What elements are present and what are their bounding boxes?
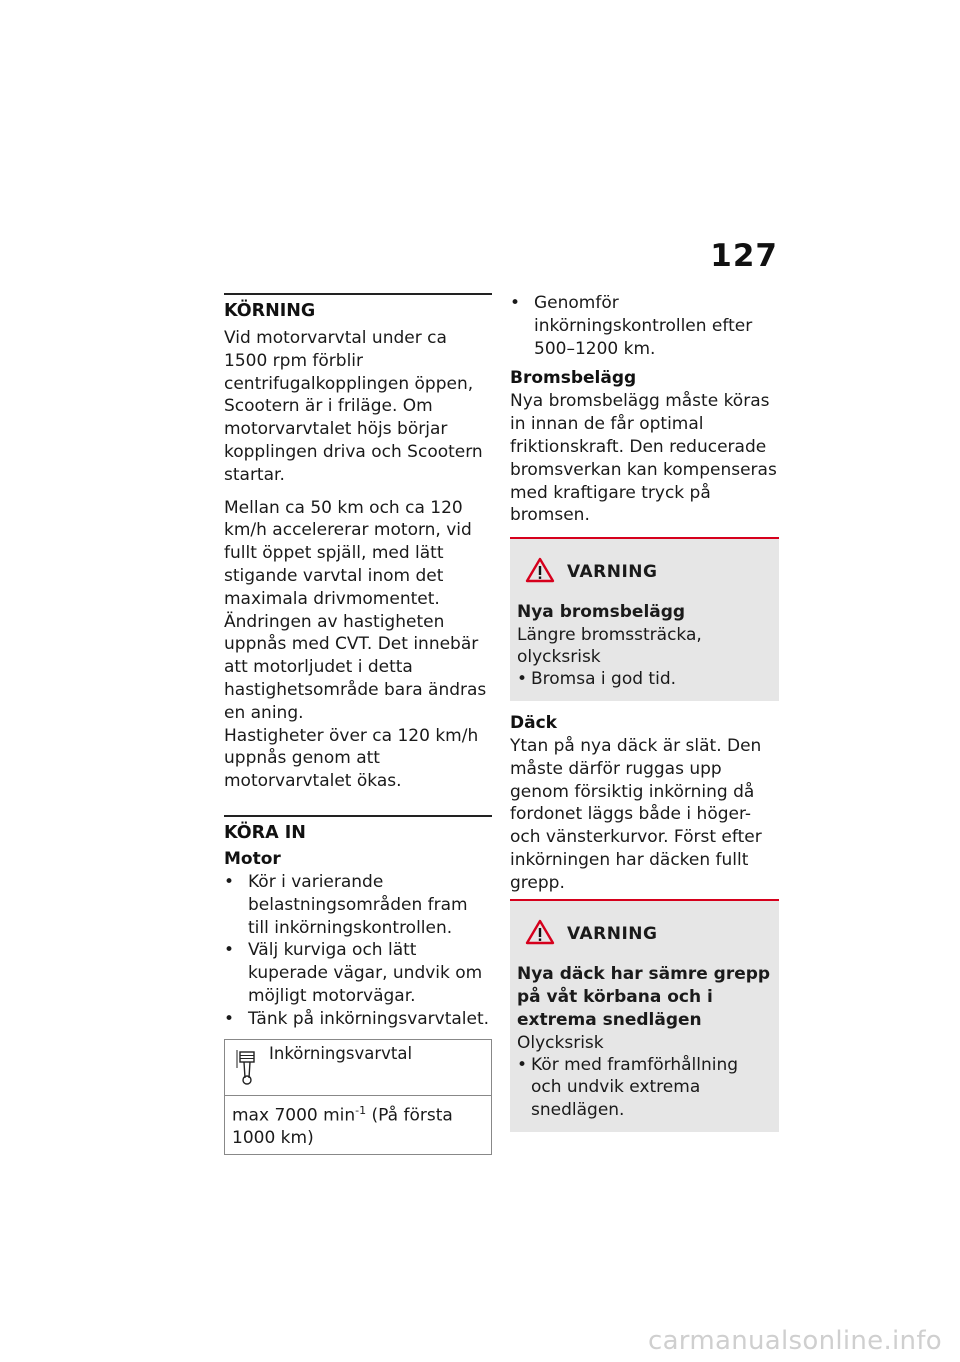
table-header-row bbox=[225, 1040, 491, 1096]
warning-triangle-icon bbox=[525, 919, 555, 949]
list-item: • Bromsa i god tid. bbox=[517, 668, 772, 691]
warning-header bbox=[517, 919, 772, 949]
value-prefix: max 7000 min bbox=[232, 1105, 356, 1126]
table-label: Inkörningsvarvtal bbox=[269, 1043, 413, 1063]
list-item: • Kör i varierande belastningsområden fram till inkörningskontrollen. bbox=[224, 871, 492, 939]
sub-heading-motor: Motor bbox=[224, 848, 281, 869]
run-in-rpm-table bbox=[224, 1039, 492, 1156]
list-item: • Kör med framförhållning och undvik extrema snedlägen. bbox=[517, 1054, 772, 1122]
engine-piston-icon bbox=[225, 1040, 269, 1095]
paragraph: Ytan på nya däck är slät. Den måste därför ruggas upp genom försiktig inkörning då fordonet läggs både i höger- och vänsterkurvor. Först efter inkörningen har däcken fullt grepp. bbox=[510, 735, 762, 893]
section-divider bbox=[224, 293, 492, 295]
section-divider bbox=[224, 815, 492, 817]
section-title-korning: KÖRNING bbox=[224, 301, 316, 321]
bullet-list bbox=[517, 1054, 772, 1122]
list-item: • Genomför inkörningskontrollen efter 500–1200 km. bbox=[510, 292, 779, 360]
warning-triangle-icon bbox=[525, 557, 555, 587]
list-item: • Välj kurviga och lätt kuperade vägar, undvik om möjligt motorvägar. bbox=[224, 939, 492, 1007]
warning-text: Olycksrisk bbox=[517, 1032, 604, 1053]
section-title-kora-in: KÖRA IN bbox=[224, 822, 306, 843]
warning-box bbox=[510, 537, 779, 701]
right-column bbox=[510, 292, 779, 1132]
warning-title: VARNING bbox=[567, 562, 658, 583]
table-value bbox=[225, 1096, 491, 1155]
bullet-list bbox=[224, 871, 492, 1031]
paragraph: Mellan ca 50 km och ca 120 km/h accelererar motorn, vid fullt öppet spjäll, med lätt stigande varvtal inom det maximala drivmomentet. Ändringen av hastigheten uppnås med CVT. Det innebär att motorljudet i detta hastighetsområde bara ändras en aning. bbox=[224, 497, 487, 723]
paragraph: Hastigheter över ca 120 km/h uppnås genom att motorvarvtalet ökas. bbox=[224, 725, 479, 792]
left-column bbox=[224, 293, 492, 1155]
bullet-list bbox=[517, 668, 772, 691]
warning-heading: Nya bromsbelägg bbox=[517, 602, 686, 623]
paragraph: Vid motorvarvtal under ca 1500 rpm förblir centrifugalkopplingen öppen, Scootern är i friläge. Om motorvarvtalet höjs börjar kopplingen driva och Scootern startar. bbox=[224, 328, 483, 485]
list-item: • Tänk på inkörningsvarvtalet. bbox=[224, 1008, 492, 1031]
sub-heading-brakes: Bromsbelägg bbox=[510, 368, 637, 389]
sub-heading-tyres: Däck bbox=[510, 712, 557, 733]
warning-box bbox=[510, 899, 779, 1132]
paragraph: Nya bromsbelägg måste köras in innan de får optimal friktionskraft. Den reducerade bromsverkan kan kompenseras med kraftigare tryck på bromsen. bbox=[510, 391, 777, 526]
warning-heading: Nya däck har sämre grepp på våt körbana och i extrema snedlägen bbox=[517, 963, 771, 1030]
value-superscript: -1 bbox=[355, 1103, 367, 1117]
warning-title: VARNING bbox=[567, 923, 658, 944]
warning-text: Längre bromssträcka, olycksrisk bbox=[517, 625, 702, 668]
watermark: carmanualsonline.info bbox=[647, 1326, 942, 1356]
bullet-list bbox=[510, 292, 779, 360]
page-number: 127 bbox=[710, 238, 778, 274]
value-suffix: (På första 1000 km) bbox=[232, 1105, 453, 1149]
warning-header bbox=[517, 557, 772, 587]
